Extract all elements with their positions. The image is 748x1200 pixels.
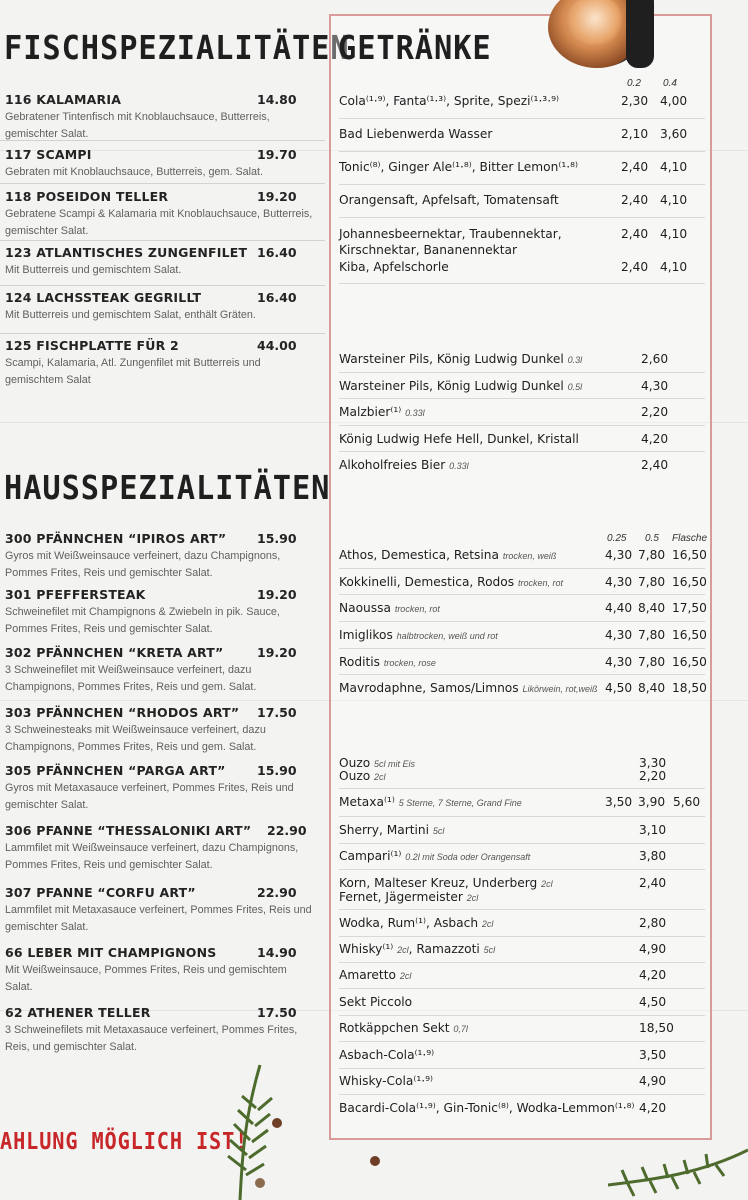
drink-price: 16,50 — [672, 548, 707, 562]
drink-name — [339, 1101, 634, 1115]
menu-item-price: 17.50 — [257, 705, 297, 720]
drink-price: 16,50 — [672, 575, 707, 589]
drink-price: 4,90 — [639, 1074, 667, 1088]
menu-item-price: 16.40 — [257, 245, 297, 260]
drink-price: 4,30 — [605, 655, 633, 669]
drink-name-text: Cola⁽¹·⁹⁾, Fanta⁽¹·³⁾, Sprite, Spezi⁽¹·³·⁹⁾ — [339, 94, 559, 108]
menu-item-price: 19.20 — [257, 645, 297, 660]
drink-price: 2,40 — [621, 193, 649, 207]
menu-item-description: Mit Butterreis und gemischtem Salat. — [5, 264, 182, 276]
menu-item-name: 301 PFEFFERSTEAK — [5, 587, 146, 602]
drink-price: 2,60 — [641, 352, 669, 366]
drink-name-text: Tonic⁽⁸⁾, Ginger Ale⁽¹·⁸⁾, Bitter Lemon⁽¹·⁸⁾ — [339, 160, 578, 174]
drink-name — [339, 1074, 433, 1088]
drink-price: 5,60 — [673, 795, 701, 809]
footer-payment-note: AHLUNG MÖGLICH IST! — [0, 1129, 249, 1155]
menu-item-description: 3 Schweinesteaks mit Weißweinsauce verfeinert, dazu Champignons, Pommes Frites, Reis und gem. Salat. — [5, 724, 266, 753]
drink-price: 7,80 — [638, 548, 666, 562]
drink-note: 5cl — [432, 826, 445, 836]
drink-note: 0,7l — [453, 1024, 468, 1034]
drink-name-text: Ouzo — [339, 769, 371, 783]
drink-note: trocken, rot — [517, 578, 563, 588]
drink-note: trocken, rot — [394, 604, 440, 614]
drink-note: 2cl — [466, 893, 479, 903]
drink-name — [339, 458, 469, 472]
drink-name-text: Imiglikos — [339, 628, 393, 642]
divider — [339, 869, 705, 870]
drink-note: 2cl — [541, 879, 553, 889]
drink-name — [339, 352, 582, 366]
drink-name-text: Korn, Malteser Kreuz, Underberg — [339, 876, 538, 890]
drink-note: 0.5l — [567, 382, 583, 392]
divider — [339, 788, 705, 789]
peppercorn-image — [370, 1156, 380, 1166]
size-header: 0.25 — [607, 533, 627, 544]
divider — [339, 217, 705, 218]
divider — [0, 333, 325, 334]
menu-item-description: Schweinefilet mit Champignons & Zwiebeln in pik. Sauce, Pommes Frites, Reis und gemischter Salat. — [5, 606, 280, 635]
divider — [0, 183, 325, 184]
drink-name-text: Johannesbeernektar, Traubennektar, — [339, 227, 562, 241]
divider — [339, 283, 705, 284]
menu-item-name: 125 FISCHPLATTE FÜR 2 — [5, 338, 179, 353]
menu-item-price: 19.20 — [257, 587, 297, 602]
menu-item-description: Scampi, Kalamaria, Atl. Zungenfilet mit Butterreis und gemischtem Salat — [5, 357, 261, 386]
drink-name-text: Whisky-Cola⁽¹·⁹⁾ — [339, 1074, 433, 1088]
drink-name — [339, 890, 478, 904]
drink-name — [339, 942, 495, 956]
drink-name — [339, 795, 522, 809]
drink-name — [339, 681, 598, 695]
drink-name — [339, 769, 386, 783]
divider — [339, 594, 705, 595]
menu-item-description: Lammfilet mit Metaxasauce verfeinert, Pommes Frites, Reis und gemischter Salat. — [5, 904, 312, 933]
size-header: 0.5 — [645, 533, 659, 544]
drink-note: 5cl mit Eis — [374, 759, 416, 769]
divider — [339, 988, 705, 989]
section-title-haus: HAUSSPEZIALITÄTEN — [4, 468, 331, 507]
drink-price: 2,30 — [621, 94, 649, 108]
drink-note: 5 Sterne, 7 Sterne, Grand Fine — [398, 798, 522, 808]
menu-item-price: 22.90 — [267, 823, 307, 838]
menu-item-description: Gebratener Tintenfisch mit Knoblauchsauce, Butterreis, gemischter Salat. — [5, 111, 270, 140]
drink-price: 4,10 — [660, 227, 688, 241]
drink-name-text: Rotkäppchen Sekt — [339, 1021, 450, 1035]
drink-name-text: Warsteiner Pils, König Ludwig Dunkel — [339, 379, 564, 393]
drink-price: 4,90 — [639, 942, 667, 956]
drink-name-text: Whisky⁽¹⁾ — [339, 942, 394, 956]
drink-name-text: Malzbier⁽¹⁾ — [339, 405, 402, 419]
menu-item-description: Gyros mit Metaxasauce verfeinert, Pommes Frites, Reis und gemischter Salat. — [5, 782, 294, 811]
drink-note: 2cl — [397, 945, 409, 955]
drink-price: 3,90 — [638, 795, 666, 809]
divider — [0, 285, 325, 286]
rosemary-left-image — [200, 1060, 280, 1200]
divider — [339, 843, 705, 844]
drink-price: 4,30 — [605, 548, 633, 562]
menu-item-name: 300 PFÄNNCHEN “IPIROS ART” — [5, 531, 227, 546]
drink-name-text: Kirschnektar, Bananennektar — [339, 243, 517, 257]
drink-name — [339, 995, 412, 1009]
drink-name — [339, 548, 556, 562]
drink-name-text: Ouzo — [339, 756, 371, 770]
drink-price: 3,10 — [639, 823, 667, 837]
drink-price: 8,40 — [638, 601, 666, 615]
divider — [339, 568, 705, 569]
divider — [339, 1094, 705, 1095]
drink-price: 3,50 — [639, 1048, 667, 1062]
drink-name-text: Kokkinelli, Demestica, Rodos — [339, 575, 515, 589]
divider — [339, 621, 705, 622]
drink-note: Likörwein, rot,weiß — [522, 684, 598, 694]
drink-name — [339, 405, 425, 419]
drink-price: 18,50 — [639, 1021, 674, 1035]
menu-item-name: 117 SCAMPI — [5, 147, 92, 162]
drink-note: 2cl — [399, 971, 412, 981]
drink-name — [339, 193, 559, 207]
drink-note: 0.3l — [567, 355, 583, 365]
drink-price: 3,80 — [639, 849, 667, 863]
rosemary-right-image — [608, 1130, 748, 1200]
menu-item-price: 17.50 — [257, 1005, 297, 1020]
drink-name-text: Campari⁽¹⁾ — [339, 849, 402, 863]
drink-name-text: Alkoholfreies Bier — [339, 458, 446, 472]
drink-name — [339, 1048, 434, 1062]
drink-price: 3,30 — [639, 756, 667, 770]
drink-name-text: Sekt Piccolo — [339, 995, 413, 1009]
drink-name-text: Athos, Demestica, Retsina — [339, 548, 499, 562]
menu-item-price: 44.00 — [257, 338, 297, 353]
menu-item-name: 62 ATHENER TELLER — [5, 1005, 151, 1020]
drink-name — [339, 243, 517, 257]
menu-item-name: 307 PFANNE “CORFU ART” — [5, 885, 196, 900]
menu-item-description: 3 Schweinefilets mit Metaxasauce verfeinert, Pommes Frites, Reis, und gemischter Salat. — [5, 1024, 298, 1053]
menu-item-description: Gyros mit Weißweinsauce verfeinert, dazu Champignons, Pommes Frites, Reis und gemischter Salat. — [5, 550, 281, 579]
drink-note: trocken, rose — [383, 658, 436, 668]
divider — [339, 451, 705, 452]
drink-name-text: Asbach-Cola⁽¹·⁹⁾ — [339, 1048, 435, 1062]
drink-price: 4,30 — [605, 628, 633, 642]
divider — [339, 1015, 705, 1016]
divider — [339, 936, 705, 937]
drink-note: 0.33l — [449, 461, 469, 471]
section-title-fisch: FISCHSPEZIALITÄTEN — [4, 28, 350, 67]
menu-item-price: 22.90 — [257, 885, 297, 900]
divider — [339, 184, 705, 185]
divider — [339, 1041, 705, 1042]
drink-name-text: Roditis — [339, 655, 381, 669]
drink-name-text: Fernet, Jägermeister — [339, 890, 463, 904]
size-header: 0.4 — [663, 78, 677, 89]
drink-price: 4,10 — [660, 260, 688, 274]
divider — [339, 909, 705, 910]
menu-item-name: 123 ATLANTISCHES ZUNGENFILET — [5, 245, 248, 260]
divider — [339, 398, 705, 399]
drink-name — [339, 823, 444, 837]
drink-price: 4,50 — [639, 995, 667, 1009]
drink-note: 5cl — [483, 945, 496, 955]
menu-item-name: 302 PFÄNNCHEN “KRETA ART” — [5, 645, 224, 660]
menu-item-price: 19.20 — [257, 189, 297, 204]
drink-price: 16,50 — [672, 628, 707, 642]
menu-item-description: Lammfilet mit Weißweinsauce verfeinert, dazu Champignons, Pommes Frites, Reis und gemischter Salat. — [5, 842, 299, 871]
menu-item-name: 124 LACHSSTEAK GEGRILLT — [5, 290, 202, 305]
drink-name-text: Bad Liebenwerda Wasser — [339, 127, 493, 141]
drink-name — [339, 227, 562, 241]
section-title-getraenke: GETRÄNKE — [338, 28, 492, 67]
menu-item-name: 118 POSEIDON TELLER — [5, 189, 169, 204]
drink-name — [339, 968, 411, 982]
divider — [339, 372, 705, 373]
drink-price: 4,20 — [641, 432, 669, 446]
drink-name-text: Mavrodaphne, Samos/Limnos — [339, 681, 519, 695]
drink-price: 4,20 — [639, 1101, 667, 1115]
drink-price: 7,80 — [638, 655, 666, 669]
drink-name-text: Naoussa — [339, 601, 391, 615]
size-header: 0.2 — [627, 78, 641, 89]
drink-name — [339, 1021, 468, 1035]
drink-note: 0.33l — [405, 408, 425, 418]
menu-item-name: 303 PFÄNNCHEN “RHODOS ART” — [5, 705, 240, 720]
drink-name-text: Orangensaft, Apfelsaft, Tomatensaft — [339, 193, 559, 207]
divider — [339, 674, 705, 675]
drink-note: 2cl — [481, 919, 494, 929]
drink-price: 4,20 — [639, 968, 667, 982]
divider — [0, 240, 325, 241]
drink-price: 17,50 — [672, 601, 707, 615]
drink-name — [339, 849, 530, 863]
menu-item-description: Gebratene Scampi & Kalamaria mit Knoblauchsauce, Butterreis, gemischter Salat. — [5, 208, 313, 237]
menu-item-price: 16.40 — [257, 290, 297, 305]
drink-price: 4,00 — [660, 94, 688, 108]
drink-note: 2cl — [374, 772, 386, 782]
drink-name-text: Wodka, Rum⁽¹⁾, Asbach — [339, 916, 479, 930]
drink-price: 2,80 — [639, 916, 667, 930]
drink-name — [339, 655, 436, 669]
drink-name-text: Bacardi-Cola⁽¹·⁹⁾, Gin-Tonic⁽⁸⁾, Wodka-Lemmon⁽¹·⁸⁾ — [339, 1101, 635, 1115]
divider — [339, 648, 705, 649]
menu-item-description: Mit Butterreis und gemischtem Salat, enthält Gräten. — [5, 309, 256, 321]
divider — [0, 140, 325, 141]
divider — [339, 816, 705, 817]
drink-name-text: Metaxa⁽¹⁾ — [339, 795, 395, 809]
drink-note: 0.2l mit Soda oder Orangensaft — [405, 852, 531, 862]
menu-item-description: Gebraten mit Knoblauchsauce, Butterreis, gem. Salat. — [5, 166, 264, 178]
drink-price: 7,80 — [638, 628, 666, 642]
drink-name — [339, 876, 553, 890]
drink-price: 4,10 — [660, 160, 688, 174]
drink-price: 18,50 — [672, 681, 707, 695]
drink-price: 2,20 — [639, 769, 667, 783]
drink-name — [339, 160, 578, 174]
drink-price: 2,40 — [621, 260, 649, 274]
drink-price: 2,40 — [641, 458, 669, 472]
drink-price: 2,10 — [621, 127, 649, 141]
drink-price: 4,30 — [641, 379, 669, 393]
menu-item-name: 306 PFANNE “THESSALONIKI ART” — [5, 823, 252, 838]
drink-name — [339, 379, 582, 393]
divider — [339, 425, 705, 426]
menu-item-price: 15.90 — [257, 531, 297, 546]
drink-price: 2,40 — [621, 160, 649, 174]
menu-item-name: 305 PFÄNNCHEN “PARGA ART” — [5, 763, 226, 778]
bottle-image — [626, 0, 654, 68]
drink-name — [339, 628, 498, 642]
drink-price: 7,80 — [638, 575, 666, 589]
peppercorn-image — [272, 1118, 282, 1128]
drink-price: 4,40 — [605, 601, 633, 615]
divider — [339, 1068, 705, 1069]
size-header: Flasche — [672, 533, 708, 544]
drink-price: 3,50 — [605, 795, 633, 809]
peppercorn-image — [255, 1178, 265, 1188]
menu-item-description: Mit Weißweinsauce, Pommes Frites, Reis und gemischtem Salat. — [5, 964, 287, 993]
divider — [339, 118, 705, 119]
drink-price: 2,40 — [639, 876, 667, 890]
drink-price: 2,40 — [621, 227, 649, 241]
drink-name-text: Amaretto — [339, 968, 396, 982]
drink-name — [339, 432, 579, 446]
drink-name — [339, 601, 440, 615]
drink-name — [339, 756, 415, 770]
drink-price: 2,20 — [641, 405, 669, 419]
menu-item-name: 66 LEBER MIT CHAMPIGNONS — [5, 945, 217, 960]
menu-item-price: 14.90 — [257, 945, 297, 960]
drink-name-text: Warsteiner Pils, König Ludwig Dunkel — [339, 352, 564, 366]
drink-name — [339, 916, 493, 930]
drink-price: 3,60 — [660, 127, 688, 141]
menu-item-description: 3 Schweinefilet mit Weißweinsauce verfeinert, dazu Champignons, Pommes Frites, Reis und gem. Salat. — [5, 664, 257, 693]
menu-item-price: 14.80 — [257, 92, 297, 107]
menu-item-price: 19.70 — [257, 147, 297, 162]
drink-name — [339, 260, 449, 274]
divider — [339, 151, 705, 152]
drink-name-text: , Ramazzoti — [408, 942, 480, 956]
drink-name-text: König Ludwig Hefe Hell, Dunkel, Kristall — [339, 432, 579, 446]
drink-price: 4,50 — [605, 681, 633, 695]
divider — [339, 962, 705, 963]
drink-name-text: Kiba, Apfelschorle — [339, 260, 449, 274]
menu-item-name: 116 KALAMARIA — [5, 92, 122, 107]
drink-price: 4,10 — [660, 193, 688, 207]
drink-price: 8,40 — [638, 681, 666, 695]
drink-name — [339, 94, 559, 108]
drink-note: trocken, weiß — [502, 551, 557, 561]
drink-name — [339, 127, 492, 141]
drink-price: 4,30 — [605, 575, 633, 589]
drink-note: halbtrocken, weiß und rot — [396, 631, 498, 641]
drink-name-text: Sherry, Martini — [339, 823, 429, 837]
drink-price: 16,50 — [672, 655, 707, 669]
drink-name — [339, 575, 563, 589]
menu-item-price: 15.90 — [257, 763, 297, 778]
